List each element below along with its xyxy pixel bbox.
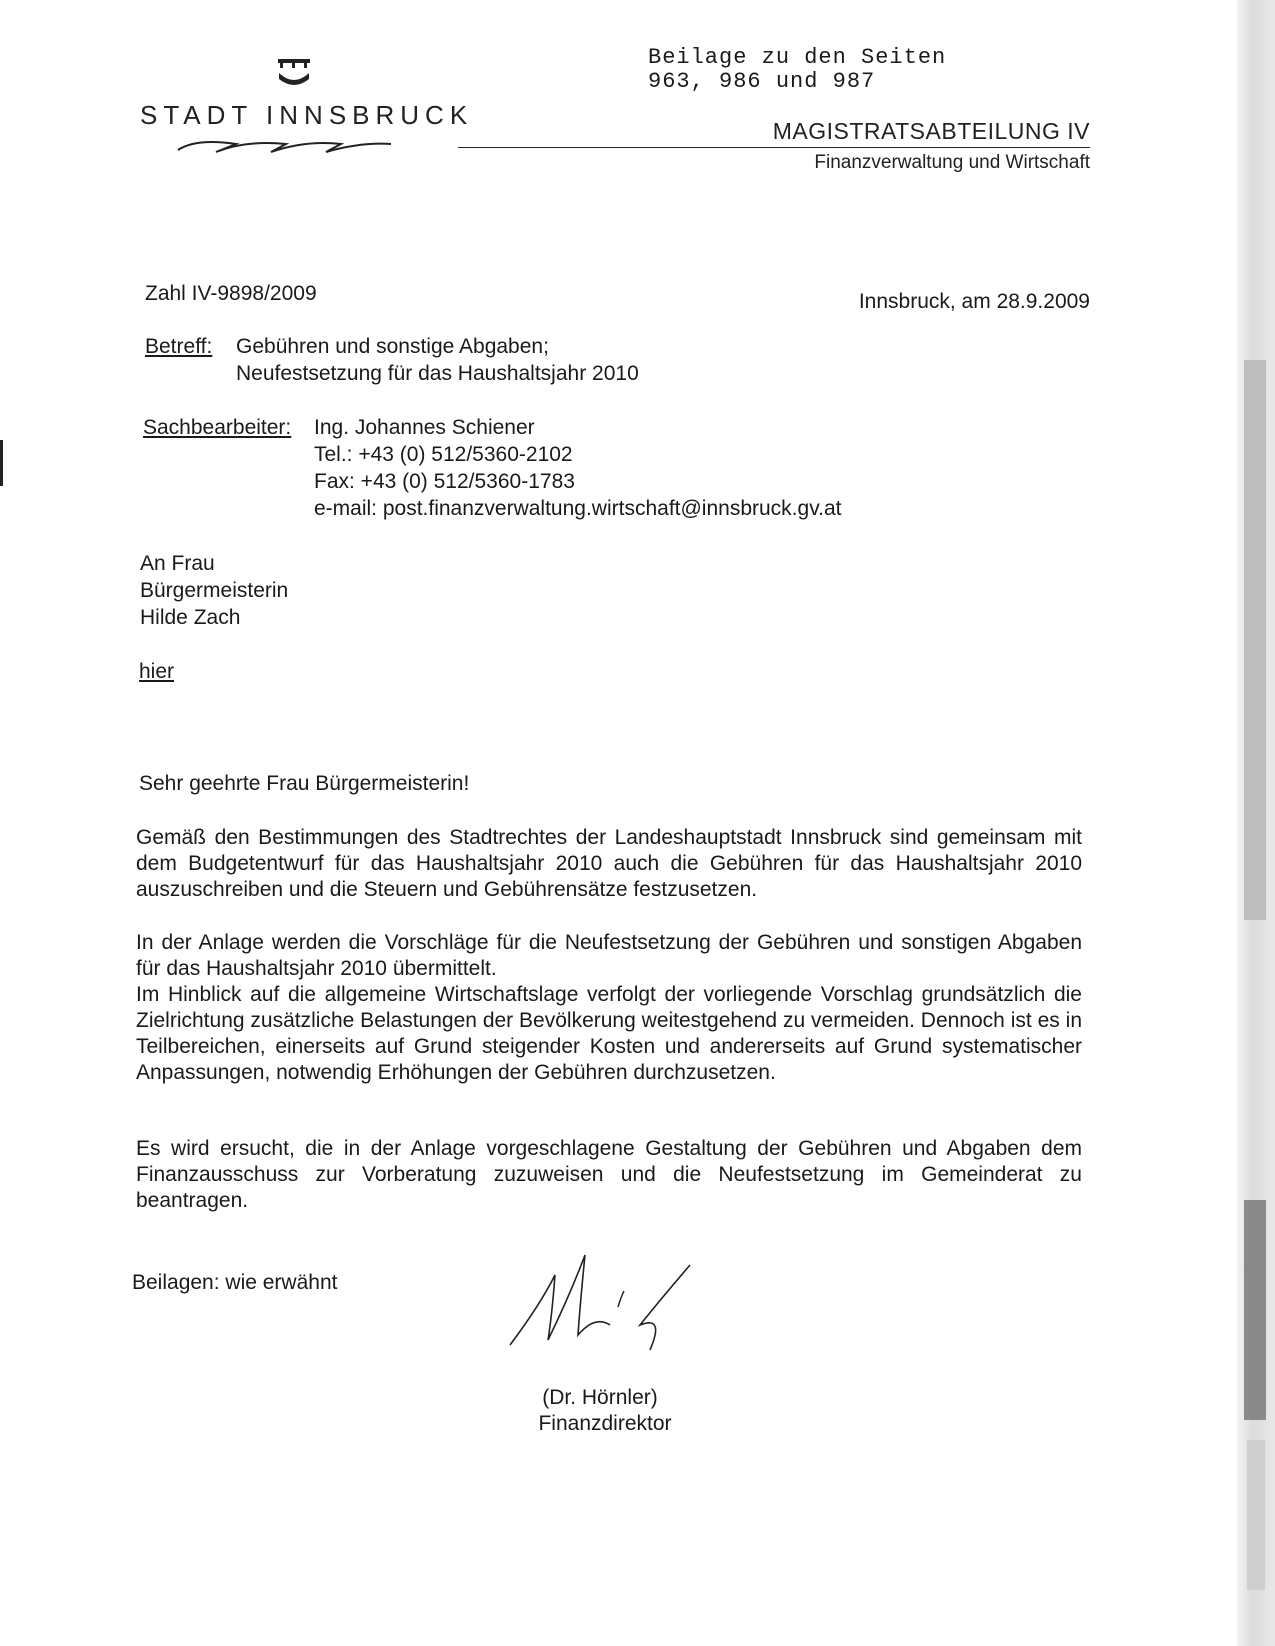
attachment-note-line: 963, 986 und 987 (648, 69, 876, 94)
body-paragraph-line: Im Hinblick auf die allgemeine Wirtschaftslage verfolgt der vorliegende Vorschlag grundsätzlich die Zielrichtung zusätzliche Belastungen der Bevölkerung weitestgehend zu vermeiden. Dennoch ist es in Teilbereichen, einerseits auf Grund steigender Kosten und andererseits auf Grund systematischer Anpassungen, notwendig Erhöhungen der Gebühren durchzusetzen. (136, 983, 1082, 1084)
reference-number: Zahl IV-9898/2009 (145, 282, 317, 305)
attachment-note (648, 46, 946, 94)
department-title: MAGISTRATSABTEILUNG IV (772, 118, 1090, 144)
department-subtitle: Finanzverwaltung und Wirtschaft (814, 152, 1090, 173)
recipient-address (140, 551, 288, 632)
scan-edge-band (1247, 1440, 1265, 1590)
handwritten-signature (500, 1245, 740, 1355)
body-paragraph: Es wird ersucht, die in der Anlage vorgeschlagene Gestaltung der Gebühren und Abgaben dem Finanzausschuss zur Vorberatung zuzuweisen und die Neufestsetzung im Gemeinderat zu beantragen. (136, 1137, 1082, 1212)
clerk-fax: Fax: +43 (0) 512/5360-1783 (314, 470, 575, 493)
recipient-line: Bürgermeisterin (140, 579, 289, 602)
scan-punch-mark (0, 440, 3, 486)
scan-edge-band (1244, 360, 1266, 920)
city-name: STADT INNSBRUCK (140, 100, 474, 130)
recipient-line: An Frau (140, 552, 215, 575)
recipient-line: Hilde Zach (140, 606, 241, 629)
clerk-email: e-mail: post.finanzverwaltung.wirtschaft@innsbruck.gv.at (314, 497, 842, 520)
subject-line: Gebühren und sonstige Abgaben; (236, 335, 549, 358)
signer-name: (Dr. Hörnler) (542, 1386, 658, 1409)
attachment-note-line: Beilage zu den Seiten (648, 45, 947, 70)
body-paragraph: Gemäß den Bestimmungen des Stadtrechtes der Landeshauptstadt Innsbruck sind gemeinsam mit dem Budgetentwurf für das Haushaltsjahr 2010 auch die Gebühren für das Haushaltsjahr 2010 auszuschreiben und die Steuern und Gebührensätze festzusetzen. (136, 826, 1082, 901)
clerk-name: Ing. Johannes Schiener (314, 416, 535, 439)
clerk-contact-block (314, 415, 841, 523)
recipient-location: hier (139, 660, 175, 683)
letterhead-rule (458, 147, 1090, 148)
clerk-label: Sachbearbeiter: (143, 416, 292, 439)
enclosures-note: Beilagen: wie erwähnt (132, 1271, 338, 1294)
scan-edge-band (1244, 1200, 1266, 1420)
innsbruck-crest-icon (276, 57, 312, 87)
clerk-phone: Tel.: +43 (0) 512/5360-2102 (314, 443, 573, 466)
salutation: Sehr geehrte Frau Bürgermeisterin! (139, 772, 470, 795)
subject-line: Neufestsetzung für das Haushaltsjahr 2010 (236, 362, 639, 385)
body-paragraph-line: In der Anlage werden die Vorschläge für die Neufestsetzung der Gebühren und sonstigen Abgaben für das Haushaltsjahr 2010 übermittelt. (136, 931, 1082, 980)
subject-label: Betreff: (145, 335, 213, 358)
body-paragraph (136, 930, 1082, 1086)
logo-swoosh-icon (176, 134, 416, 158)
letter-date: Innsbruck, am 28.9.2009 (858, 290, 1090, 313)
signer-title: Finanzdirektor (538, 1412, 672, 1435)
